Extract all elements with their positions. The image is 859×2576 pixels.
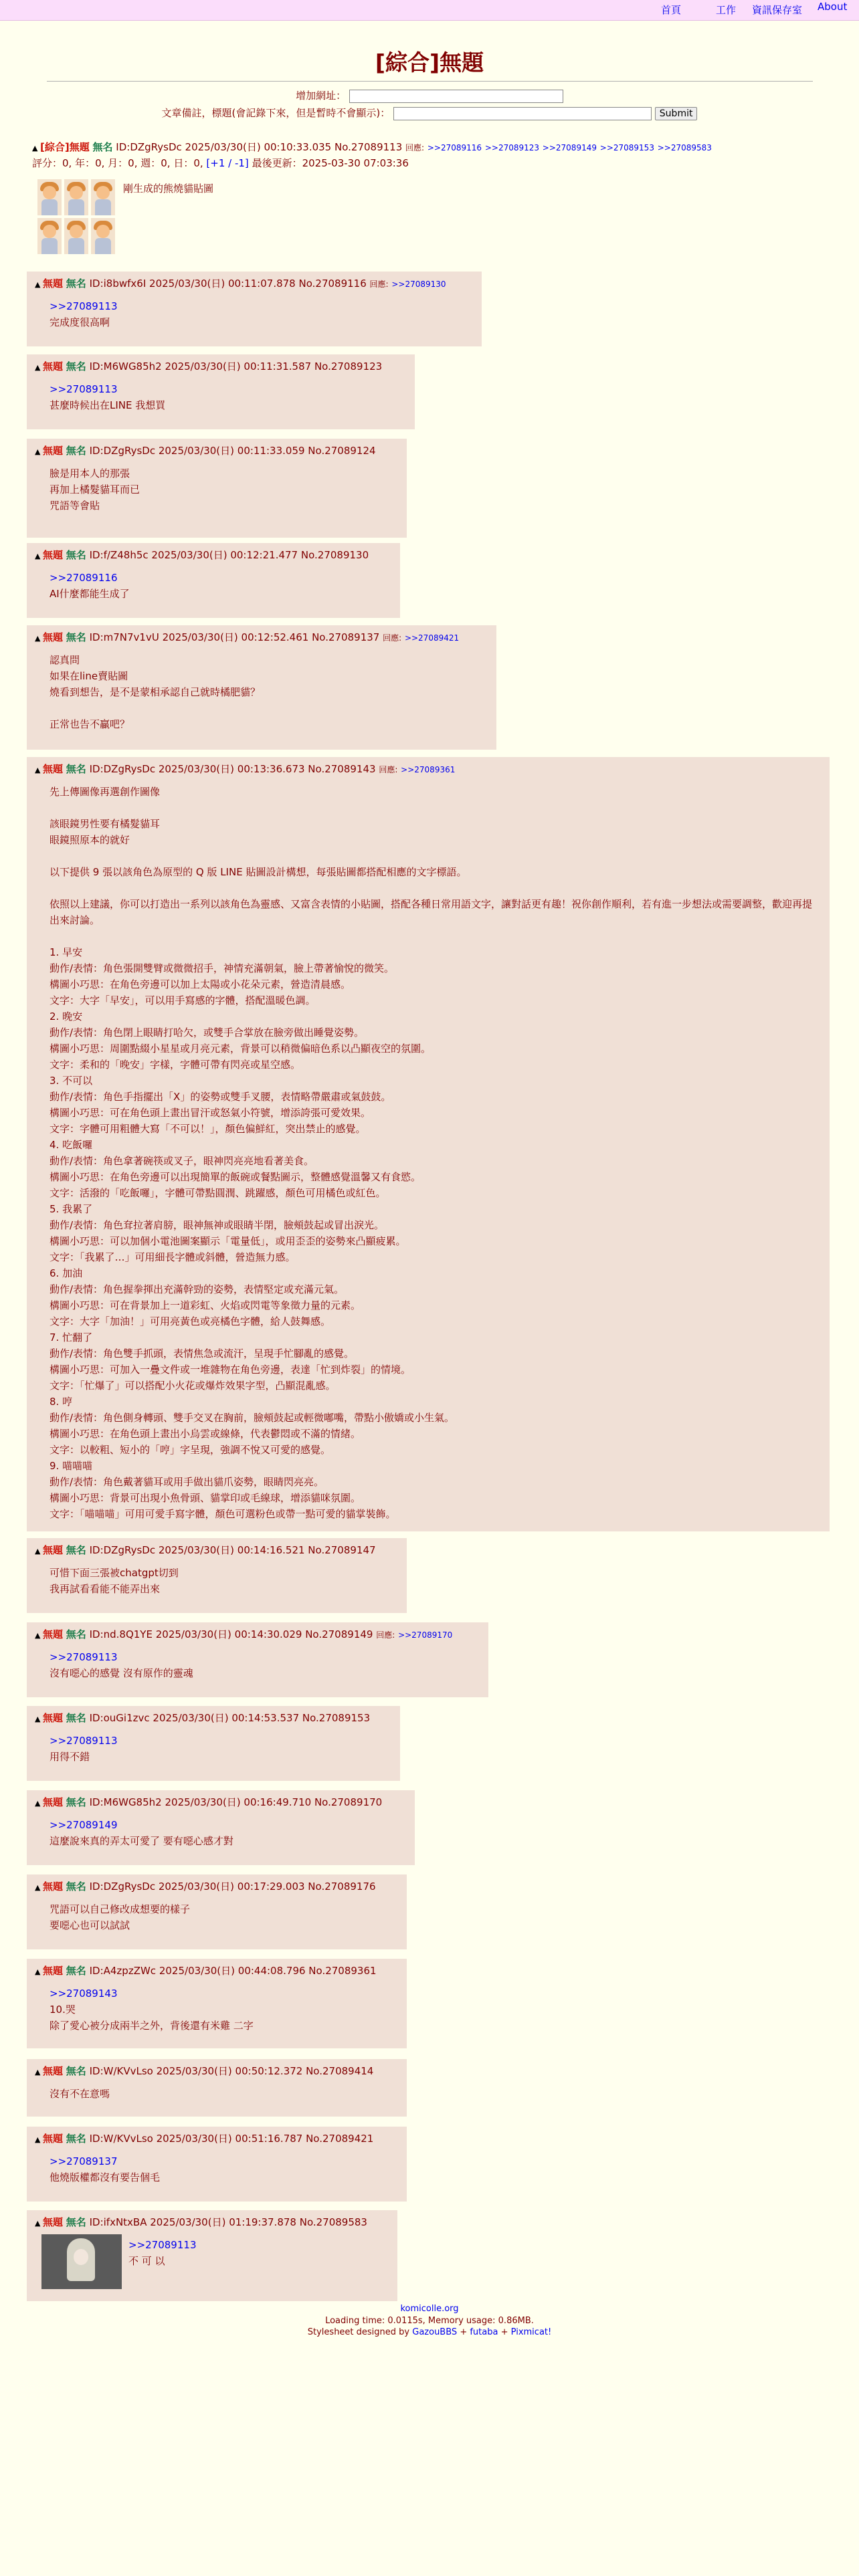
reply-subject: 無題 [43,1965,64,1977]
top-navigation [0,0,859,21]
body-line: 眼鏡照原本的就好 [50,833,130,846]
reply-body [50,1733,392,1765]
credit-separator: + [500,2327,508,2338]
footer [0,2303,859,2339]
reply-backlink[interactable]: >>27089170 [398,1630,453,1640]
reply-subject: 無題 [43,549,64,561]
quote-link[interactable]: >>27089113 [50,383,118,395]
reply-name: 無名 [66,1796,86,1808]
body-line: 除了愛心被分成兩半之外，背後還有米雞 二字 [50,2019,254,2032]
body-line: 構圖小巧思：可在角色頭上畫出冒汗或怒氣小符號，增添誇張可愛效果。 [50,1106,371,1119]
body-line: 動作/表情：角色手指擺出「X」的姿勢或雙手叉腰，表情略帶嚴肅或氣鼓鼓。 [50,1090,391,1103]
body-line: 文字：「喵喵喵」可用可愛手寫字體，顏色可選粉色或帶一點可愛的貓掌裝飾。 [50,1507,396,1520]
body-line: 文字：大字「早安」，可以用手寫感的字體，搭配溫暖色調。 [50,994,316,1006]
rating-buttons[interactable]: [+1 / -1] [206,157,249,169]
reply-post [27,354,415,429]
body-line: 5. 我累了 [50,1202,93,1215]
reply-name: 無名 [66,1544,86,1556]
reply-backlink[interactable]: >>27089361 [401,765,456,774]
reply-meta[interactable]: 2025/03/30(日) 00:51:16.787 No.27089421 [156,2133,374,2145]
nav-work-link[interactable]: 工作 [716,4,737,16]
reply-meta[interactable]: 2025/03/30(日) 00:14:16.521 No.27089147 [158,1544,376,1556]
reply-id[interactable]: ID:W/KVvLso [89,2133,153,2145]
collapse-toggle-icon[interactable]: ▲ [35,280,41,289]
reply-body [50,1649,480,1681]
reply-name: 無名 [66,278,86,290]
reply-post [27,2210,397,2301]
body-line: 構圖小巧思：背景可出現小魚骨頭、貓掌印或毛線球，增添貓咪氛圍。 [50,1491,361,1504]
reply-name: 無名 [66,2065,86,2077]
nav-saved-link[interactable]: 資訊保存室 [752,4,803,16]
op-stats-prefix: 評分：0, 年：0, 月：0, 週：0, 日：0, [32,157,203,169]
body-line [50,880,822,896]
reply-body [50,652,488,732]
body-line: 動作/表情：角色張開雙臂或微微招手，神情充滿朝氣，臉上帶著愉悅的微笑。 [50,962,395,974]
reply-body [50,465,399,514]
body-line: 文字：活潑的「吃飯囉」，字體可帶點圓潤、跳躍感，顏色可用橘色或紅色。 [50,1186,386,1199]
quote-link[interactable]: >>27089113 [128,2238,197,2251]
reply-body [50,2086,399,2102]
body-line: 1. 早安 [50,946,83,958]
body-line: 4. 吃飯囉 [50,1138,93,1151]
body-line: 9. 喵喵喵 [50,1459,93,1472]
reply-meta[interactable]: 2025/03/30(日) 00:44:08.796 No.27089361 [159,1965,377,1977]
collapse-toggle-icon[interactable]: ▲ [35,634,41,643]
op-subject: [綜合]無題 [40,141,90,153]
body-line: 文字：大字「加油！」可用亮黃色或亮橘色字體，給人鼓舞感。 [50,1315,331,1327]
body-line: 依照以上建議，你可以打造出一系列以該角色為靈感、又富含表情的小貼圖，搭配各種日常用語文字，讓對話更有趣！祝你創作順利，若有進一步想法或需要調整，歡迎再提出來討論。 [50,897,813,926]
reply-id[interactable]: ID:DZgRysDc [89,763,156,775]
collapse-toggle-icon[interactable]: ▲ [35,1547,41,1555]
body-line: 再加上橘髮貓耳而已 [50,483,140,496]
reply-id[interactable]: ID:DZgRysDc [89,1544,156,1556]
reply-post [27,2127,407,2202]
reply-subject: 無題 [43,1544,64,1556]
body-line: 動作/表情：角色雙手抓頭，表情焦急或流汗，呈現手忙腳亂的感覺。 [50,1347,355,1360]
op-stats [32,156,409,171]
op-reply-link[interactable]: >>27089116 [427,143,482,152]
reply-subject: 無題 [43,631,64,643]
body-line: 6. 加油 [50,1267,83,1279]
body-line: 7. 忙翻了 [50,1331,93,1344]
collapse-toggle-icon[interactable]: ▲ [35,1715,41,1723]
reply-subject: 無題 [43,2216,64,2228]
reply-name: 無名 [66,549,86,561]
collapse-toggle-icon[interactable]: ▲ [35,447,41,456]
op-reply-link[interactable]: >>27089583 [657,143,712,152]
reply-id[interactable]: ID:W/KVvLso [89,2065,153,2077]
body-line: 構圖小巧思：在角色頭上畫出小烏雲或線條，代表鬱悶或不滿的情緒。 [50,1427,361,1440]
reply-body [50,784,822,1522]
reply-subject: 無題 [43,763,64,775]
collapse-toggle-icon[interactable]: ▲ [35,2068,41,2076]
body-line: 文字：以較粗、短小的「哼」字呈現，強調不悅又可愛的感覺。 [50,1443,331,1456]
body-line: 以下提供 9 張以該角色為原型的 Q 版 LINE 貼圖設計構想，每張貼圖都搭配相應的文字標語。 [50,865,467,878]
collapse-toggle-icon[interactable]: ▲ [35,552,41,560]
body-line: 沒有不在意嗎 [50,2087,110,2100]
quote-link[interactable]: >>27089149 [50,1818,118,1831]
body-line: 咒語等會貼 [50,499,100,512]
collapse-toggle-icon[interactable]: ▲ [35,1883,41,1892]
body-line: 2. 晚安 [50,1010,83,1023]
collapse-toggle-icon[interactable]: ▲ [35,363,41,372]
reply-meta[interactable]: 2025/03/30(日) 00:12:21.477 No.27089130 [151,549,369,561]
body-line [50,800,822,816]
reply-meta[interactable]: 2025/03/30(日) 00:13:36.673 No.27089143 [158,763,376,775]
note-label: 文章備註，標題(會記錄下來，但是暫時不會顯示)： [161,107,391,119]
body-line: 動作/表情：角色側身轉頭、雙手交叉在胸前，臉頰鼓起或輕微嘟嘴，帶點小傲嬌或小生氣。 [50,1411,455,1424]
body-line: 完成度很高啊 [50,316,110,328]
body-line: 構圖小巧思：在角色旁邊可以出現簡單的飯碗或餐點圖示，整體感覺溫馨又有食慾。 [50,1170,421,1183]
quote-link[interactable]: >>27089113 [50,1650,118,1663]
reply-post [27,625,496,750]
credit-gazoubbs-link[interactable]: GazouBBS [412,2327,458,2338]
body-line: 甚麼時候出在LINE 我想買 [50,399,166,411]
reply-id[interactable]: ID:DZgRysDc [89,445,156,457]
collapse-toggle-icon[interactable]: ▲ [35,1631,41,1640]
op-image-thumbnail[interactable] [37,179,118,259]
reply-post [27,272,482,346]
reply-name: 無名 [66,360,86,372]
reply-name: 無名 [66,1881,86,1893]
reply-meta[interactable]: 2025/03/30(日) 00:14:53.537 No.27089153 [153,1712,371,1724]
body-line: 動作/表情：角色戴著貓耳或用手做出貓爪姿勢，眼睛閃亮亮。 [50,1475,324,1488]
body-line [50,928,822,944]
reply-body [50,1817,407,1849]
reply-name: 無名 [66,2133,86,2145]
reply-id[interactable]: ID:M6WG85h2 [89,1796,162,1808]
note-form-row [0,106,859,121]
note-input[interactable] [393,107,652,120]
credit-separator: + [460,2327,468,2338]
quote-link[interactable]: >>27089116 [50,571,118,584]
title-divider [47,81,813,82]
reply-body [50,1901,399,1933]
footer-loading: Loading time: 0.0115s, Memory usage: 0.86MB. [325,2315,534,2326]
body-line: 動作/表情：角色耷拉著肩膀，眼神無神或眼睛半閉，臉頰鼓起或冒出淚光。 [50,1218,385,1231]
reply-meta[interactable]: 2025/03/30(日) 00:11:33.059 No.27089124 [158,445,376,457]
reply-post [27,1959,407,2048]
body-line: 可惜下面三張被chatgpt切到 [50,1566,179,1579]
reply-subject: 無題 [43,2133,64,2145]
body-line: 不 可 以 [128,2254,165,2267]
reply-id[interactable]: ID:nd.8Q1YE [89,1628,153,1640]
reply-post [27,543,400,618]
reply-post [27,439,407,538]
reply-name: 無名 [66,1965,86,1977]
reply-replies-label: 回應: [383,633,402,643]
body-line: 沒有噁心的感覺 沒有原作的靈魂 [50,1667,193,1679]
op-header [32,140,712,155]
reply-name: 無名 [66,2216,86,2228]
reply-post [27,757,830,1531]
op-caption: 剛生成的熊燒貓貼圖 [123,183,214,195]
footer-site-link[interactable]: komicolle.org [400,2304,459,2314]
reply-id[interactable]: ID:ifxNtxBA [89,2216,147,2228]
page-title: [綜合]無題 [375,49,484,76]
reply-subject: 無題 [43,1712,64,1724]
reply-name: 無名 [66,445,86,457]
reply-post [27,1874,407,1949]
credit-futaba-link[interactable]: futaba [470,2327,498,2338]
reply-subject: 無題 [43,360,64,372]
last-update: 最後更新：2025-03-30 07:03:36 [252,157,409,169]
reply-body [50,1565,399,1597]
body-line: 構圖小巧思：可以加個小電池圖案顯示「電量低」，或用歪歪的姿勢來凸顯疲累。 [50,1235,406,1247]
quote-link[interactable]: >>27089137 [50,2155,118,2167]
reply-meta[interactable]: 2025/03/30(日) 01:19:37.878 No.27089583 [150,2216,367,2228]
op-reply-link[interactable]: >>27089123 [484,143,540,152]
body-line: 用得不錯 [50,1750,90,1763]
body-line: 正常也告不贏吧？ [50,718,130,730]
footer-stylesheet-label: Stylesheet designed by [307,2327,410,2338]
body-line: 該眼鏡男性要有橘髮貓耳 [50,817,161,830]
reply-id[interactable]: ID:DZgRysDc [89,1881,156,1893]
op-reply-link[interactable]: >>27089153 [599,143,654,152]
reply-name: 無名 [66,1712,86,1724]
reply-post [27,1622,488,1697]
body-line: 8. 哼 [50,1395,73,1408]
reply-id[interactable]: ID:M6WG85h2 [89,360,162,372]
reply-subject: 無題 [43,1881,64,1893]
body-line: AI什麼都能生成了 [50,587,130,600]
body-line: 10.哭 [50,2003,76,2016]
op-replies-label: 回應: [405,143,425,152]
collapse-toggle-icon[interactable]: ▲ [35,1799,41,1808]
reply-meta[interactable]: 2025/03/30(日) 00:11:07.878 No.27089116 [149,278,367,290]
body-line: 要噁心也可以試試 [50,1919,130,1931]
reply-id[interactable]: ID:m7N7v1vU [89,631,159,643]
reply-backlink[interactable]: >>27089130 [391,280,446,289]
reply-id[interactable]: ID:ouGi1zvc [89,1712,150,1724]
body-line: 動作/表情：角色閉上眼睛打哈欠，或雙手合掌放在臉旁做出睡覺姿勢。 [50,1026,365,1039]
reply-body [50,570,392,602]
body-line: 3. 不可以 [50,1074,93,1087]
body-line: 文字：「我累了…」可用細長字體或斜體，營造無力感。 [50,1251,296,1263]
reply-body [50,381,407,413]
reply-name: 無名 [66,1628,86,1640]
body-line: 動作/表情：角色拿著碗筷或叉子，眼神閃亮亮地看著美食。 [50,1154,314,1167]
url-label: 增加網址： [296,90,347,102]
reply-id[interactable]: ID:A4zpzZWc [89,1965,157,1977]
credit-pixmicat-link[interactable]: Pixmicat! [510,2327,552,2338]
body-line: 先上傳圖像再選創作圖像 [50,785,161,798]
reply-meta[interactable]: 2025/03/30(日) 00:12:52.461 No.27089137 [162,631,380,643]
url-input[interactable] [349,90,563,103]
op-reply-link[interactable]: >>27089149 [542,143,597,152]
body-line: 咒語可以自己修改成想要的樣子 [50,1903,191,1915]
reply-subject: 無題 [43,445,64,457]
reply-meta[interactable]: 2025/03/30(日) 00:50:12.372 No.27089414 [156,2065,374,2077]
reply-meta[interactable]: 2025/03/30(日) 00:17:29.003 No.27089176 [158,1881,376,1893]
body-line [50,700,488,716]
nav-about-link[interactable]: About [818,1,848,13]
reply-post [27,1706,400,1781]
reply-post [27,1538,407,1613]
collapse-toggle-icon[interactable]: ▲ [35,2135,41,2144]
body-line: 臉是用本人的那張 [50,467,130,479]
body-line: 我再試看看能不能弄出來 [50,1582,161,1595]
reply-replies-label: 回應: [379,765,398,774]
collapse-toggle-icon[interactable]: ▲ [32,144,38,152]
body-line: 文字：「忙爆了」可以搭配小火花或爆炸效果字型，凸顯混亂感。 [50,1379,336,1392]
body-line: 認真問 [50,653,80,666]
collapse-toggle-icon[interactable]: ▲ [35,1967,41,1976]
body-line: 構圖小巧思：在角色旁邊可以加上太陽或小花朵元素，營造清晨感。 [50,978,351,990]
reply-name: 無名 [66,631,86,643]
reply-body [50,298,474,330]
body-line: 文字：字體可用粗體大寫「不可以！」，顏色偏鮮紅，突出禁止的感覺。 [50,1122,366,1135]
collapse-toggle-icon[interactable]: ▲ [35,766,41,774]
reply-meta[interactable]: 2025/03/30(日) 00:16:49.710 No.27089170 [165,1796,383,1808]
reply-subject: 無題 [43,1628,64,1640]
reply-subject: 無題 [43,278,64,290]
body-line: 動作/表情：角色握拳揮出充滿幹勁的姿勢，表情堅定或充滿元氣。 [50,1283,345,1295]
url-form-row [0,89,859,104]
reply-id[interactable]: ID:f/Z48h5c [89,549,149,561]
body-line: 這麼說來真的弄太可愛了 要有噁心感才對 [50,1834,233,1847]
body-line: 構圖小巧思：周圍點綴小星星或月亮元素，背景可以稍微偏暗色系以凸顯夜空的氛圍。 [50,1042,432,1055]
reply-id[interactable]: ID:i8bwfx6I [89,278,147,290]
reply-body [50,2153,399,2185]
reply-subject: 無題 [43,2065,64,2077]
body-line: 他燒版權都沒有要告個毛 [50,2171,161,2183]
op-meta[interactable]: ID:DZgRysDc 2025/03/30(日) 00:10:33.035 No.27089113 [116,141,403,153]
body-line: 文字：柔和的「晚安」字樣，字體可帶有閃亮或星空感。 [50,1058,301,1071]
submit-button[interactable]: Submit [655,107,698,120]
op-name: 無名 [92,141,113,153]
body-line: 構圖小巧思：可在背景加上一道彩虹、火焰或閃電等象徵力量的元素。 [50,1299,361,1311]
quote-link[interactable]: >>27089113 [50,1734,118,1747]
reply-name: 無名 [66,763,86,775]
reply-replies-label: 回應: [376,1630,395,1640]
quote-link[interactable]: >>27089143 [50,1987,118,2000]
body-line: 構圖小巧思：可加入一疊文件或一堆雜物在角色旁邊，表達「忙到炸裂」的情境。 [50,1363,411,1376]
reply-subject: 無題 [43,1796,64,1808]
reply-meta[interactable]: 2025/03/30(日) 00:11:31.587 No.27089123 [165,360,383,372]
body-line [50,848,822,864]
reply-backlink[interactable]: >>27089421 [404,633,460,643]
reply-meta[interactable]: 2025/03/30(日) 00:14:30.029 No.27089149 [155,1628,373,1640]
reply-body [50,1985,399,2034]
body-line: 如果在line賣貼圖 [50,669,128,682]
nav-home-link[interactable]: 首頁 [661,4,682,16]
reply-replies-label: 回應: [369,280,389,289]
collapse-toggle-icon[interactable]: ▲ [35,2219,41,2228]
quote-link[interactable]: >>27089113 [50,300,118,312]
body-line: 燒看到想告，是不是蒙相承認自己就時橘肥貓？ [50,685,261,698]
reply-post [27,1790,415,1865]
reply-post [27,2059,407,2117]
reply-image-thumbnail[interactable] [41,2234,122,2289]
